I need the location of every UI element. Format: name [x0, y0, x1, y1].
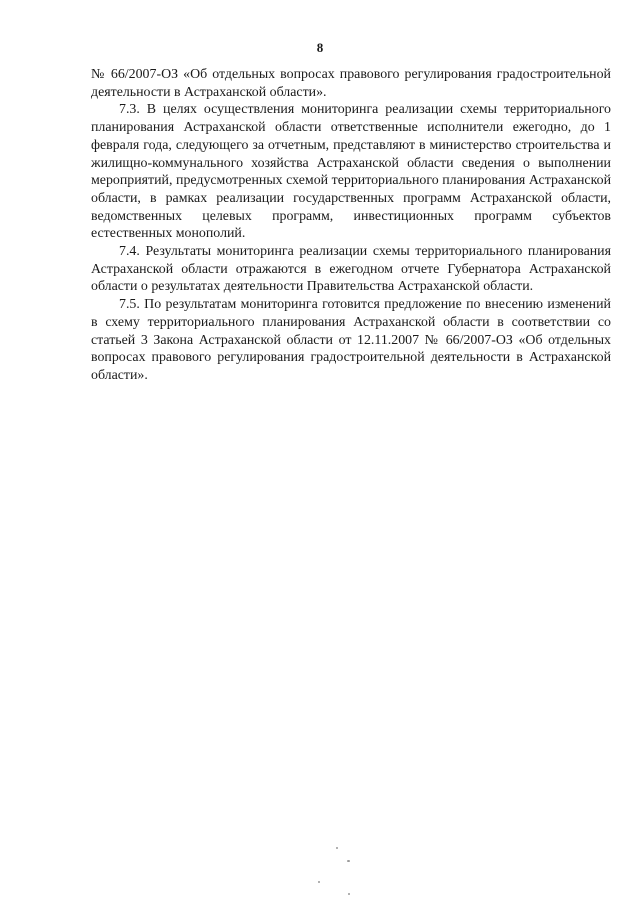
scan-speck — [336, 847, 338, 849]
paragraph-continuation: № 66/2007-ОЗ «Об отдельных вопросах правового регулирования градостроительной деятельности в Астраханской области». — [91, 67, 611, 100]
scan-speck — [347, 860, 350, 862]
paragraph-7-3: 7.3. В целях осуществления мониторинга реализации схемы территориального планирования Астраханской области ответственные исполнители ежегодно, до 1 февраля года, следующего за отчетным, представляют в министерство строительства и жилищно-коммунального хозяйства Астраханской области сведения о выполнении мероприятий, предусмотренных схемой территориального планирования Астраханской области, в рамках реализации государственных программ Астраханской области, ведомственных целевых программ, инвестиционных программ субъектов естественных монополий. — [91, 102, 611, 242]
paragraph-7-4: 7.4. Результаты мониторинга реализации схемы территориального планирования Астраханской области отражаются в ежегодном отчете Губернатора Астраханской области о результатах деятельности Правительства Астраханской области. — [91, 244, 611, 295]
scan-speck — [348, 893, 350, 895]
scan-speck — [318, 881, 320, 883]
paragraph-7-5: 7.5. По результатам мониторинга готовится предложение по внесению изменений в схему территориального планирования Астраханской области в соответствии со статьей 3 Закона Астраханской области от 12.11.2007 № 66/2007-ОЗ «Об отдельных вопросах правового регулирования градостроительной деятельности в Астраханской области». — [91, 297, 611, 383]
page-number: 8 — [316, 40, 324, 55]
document-body — [91, 66, 611, 385]
